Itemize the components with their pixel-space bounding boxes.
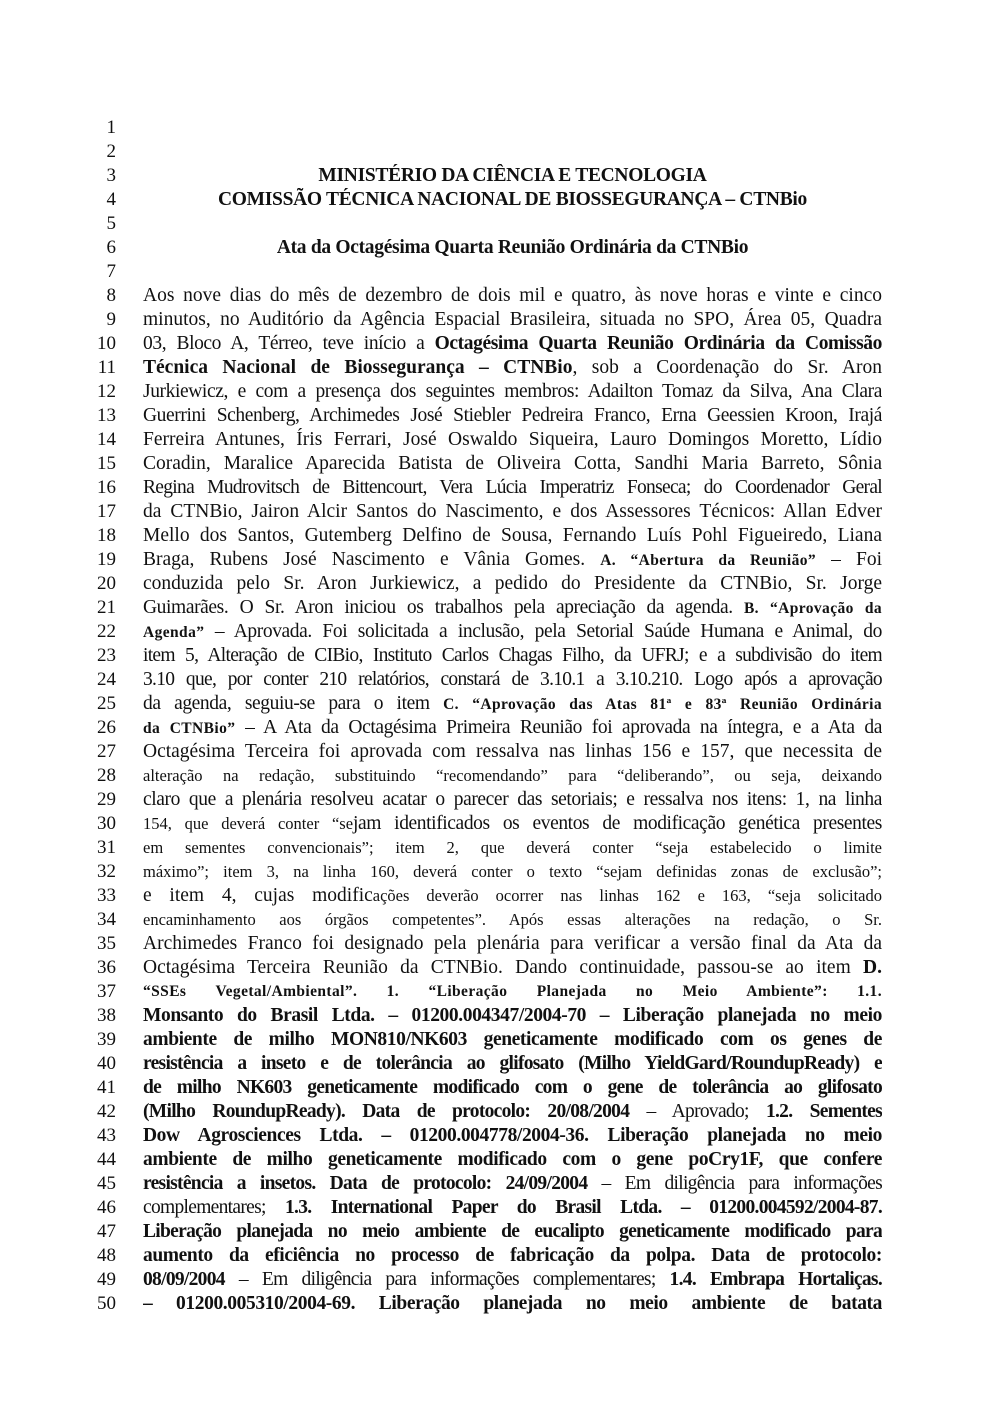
line-number: 12 bbox=[97, 381, 116, 402]
text-segment: ações deverão ocorrer nas linhas 162 e 163, “seja solicitado bbox=[372, 886, 882, 905]
line-number: 35 bbox=[97, 933, 116, 954]
text-line-40: resistência a inseto e de tolerância ao glifosato (Milho YieldGard/RoundupReady) e bbox=[143, 1053, 882, 1074]
text-segment: – Aprovada. Foi solicitada a inclusão, pela Setorial Saúde Humana e Animal, do bbox=[204, 621, 882, 642]
line-number: 40 bbox=[97, 1053, 116, 1074]
line-number: 6 bbox=[106, 237, 116, 258]
line-number: 36 bbox=[97, 957, 116, 978]
text-line-10 bbox=[143, 332, 882, 356]
line-number: 8 bbox=[106, 285, 116, 306]
line-number: 25 bbox=[97, 693, 116, 714]
text-segment: 03, Bloco A, Térreo, teve início a bbox=[143, 333, 435, 354]
line-number: 18 bbox=[97, 525, 116, 546]
text-segment: – Em diligência para informações bbox=[587, 1173, 882, 1194]
text-segment-bold: (Milho RoundupReady). Data de protocolo: 20/08/2004 bbox=[143, 1101, 630, 1122]
line-number: 23 bbox=[97, 645, 116, 666]
text-segment: – Em diligência para informações complementares; bbox=[224, 1269, 670, 1290]
line-number: 13 bbox=[97, 405, 116, 426]
line-number: 10 bbox=[97, 333, 116, 354]
ministry-heading: MINISTÉRIO DA CIÊNCIA E TECNOLOGIA bbox=[318, 165, 707, 186]
text-line-36 bbox=[143, 956, 882, 980]
text-line-18: Mello dos Santos, Gutemberg Delfino de Sousa, Fernando Luís Pohl Figueiredo, Liana bbox=[143, 525, 882, 546]
text-line-12: Jurkiewicz, e com a presença dos seguintes membros: Adailton Tomaz da Silva, Ana Clara bbox=[143, 381, 882, 402]
line-number: 21 bbox=[97, 597, 116, 618]
text-line-32: máximo”; item 3, na linha 160, deverá conter o texto “sejam definidas zonas de exclusão”; bbox=[143, 862, 882, 881]
line-number: 28 bbox=[97, 765, 116, 786]
line-number: 17 bbox=[97, 501, 116, 522]
line-number: 2 bbox=[106, 141, 116, 162]
text-line-46 bbox=[143, 1196, 882, 1220]
text-segment: Guimarães. O Sr. Aron iniciou os trabalhos pela apreciação da agenda. bbox=[143, 597, 744, 618]
text-line-19 bbox=[143, 548, 882, 572]
text-segment: – Aprovado; bbox=[629, 1101, 766, 1122]
line-number: 22 bbox=[97, 621, 116, 642]
line-number: 49 bbox=[97, 1269, 116, 1290]
text-line-14: Ferreira Antunes, Íris Ferrari, José Oswaldo Siqueira, Lauro Domingos Moretto, Lídio bbox=[143, 429, 882, 450]
text-line-8: Aos nove dias do mês de dezembro de dois mil e quatro, às nove horas e vinte e cinco bbox=[143, 285, 882, 306]
text-line-34: encaminhamento aos órgãos competentes”. Após essas alterações na redação, o Sr. bbox=[143, 910, 882, 929]
text-line-25 bbox=[143, 692, 882, 716]
text-line-17: da CTNBio, Jairon Alcir Santos do Nascimento, e dos Assessores Técnicos: Allan Edver bbox=[143, 501, 882, 522]
text-segment-bold: 1.3. International Paper do Brasil Ltda. – 01200.004592/2004-87. bbox=[285, 1197, 882, 1218]
text-line-39: ambiente de milho MON810/NK603 geneticamente modificado com os genes de bbox=[143, 1029, 882, 1050]
line-number: 7 bbox=[106, 261, 116, 282]
text-segment: , sob a Coordenação do Sr. Aron bbox=[572, 357, 882, 378]
text-line-26 bbox=[143, 716, 882, 740]
text-segment-bold: 1.4. Embrapa Hortaliças. bbox=[669, 1269, 882, 1290]
text-line-29: claro que a plenária resolveu acatar o parecer das setoriais; e ressalva nos itens: 1, na linha bbox=[143, 789, 882, 810]
text-line-43: Dow Agrosciences Ltda. – 01200.004778/2004-36. Liberação planejada no meio bbox=[143, 1125, 882, 1146]
line-number: 41 bbox=[97, 1077, 116, 1098]
line-number: 37 bbox=[97, 981, 116, 1002]
line-number: 24 bbox=[97, 669, 116, 690]
text-line-28: alteração na redação, substituindo “recomendando” para “deliberando”, ou seja, deixando bbox=[143, 766, 882, 785]
line-number: 16 bbox=[97, 477, 116, 498]
line-number: 31 bbox=[97, 837, 116, 858]
text-line-38: Monsanto do Brasil Ltda. – 01200.004347/2004-70 – Liberação planejada no meio bbox=[143, 1005, 882, 1026]
line-number: 44 bbox=[97, 1149, 116, 1170]
text-line-35: Archimedes Franco foi designado pela plenária para verificar a versão final da Ata da bbox=[143, 933, 882, 954]
line-number: 20 bbox=[97, 573, 116, 594]
text-line-44: ambiente de milho geneticamente modificado com o gene poCry1F, que confere bbox=[143, 1149, 882, 1170]
text-segment-bold: 08/09/2004 bbox=[143, 1269, 225, 1290]
section-c-heading-end: da CTNBio” bbox=[143, 720, 236, 737]
text-line-23: item 5, Alteração de CIBio, Instituto Carlos Chagas Filho, da UFRJ; e a subdivisão do item bbox=[143, 645, 882, 666]
line-number: 48 bbox=[97, 1245, 116, 1266]
text-segment: Braga, Rubens José Nascimento e Vânia Gomes. bbox=[143, 549, 601, 570]
line-number: 30 bbox=[97, 813, 116, 834]
line-number: 34 bbox=[97, 909, 116, 930]
text-line-50: – 01200.005310/2004-69. Liberação planejada no meio ambiente de batata bbox=[143, 1293, 882, 1314]
text-line-48: aumento da eficiência no processo de fabricação da polpa. Data de protocolo: bbox=[143, 1245, 882, 1266]
line-number: 19 bbox=[97, 549, 116, 570]
line-number: 27 bbox=[97, 741, 116, 762]
section-c-heading: C. “Aprovação das Atas 81ª e 83ª Reunião Ordinária bbox=[443, 696, 882, 713]
text-segment: jam identificados os eventos de modificação genética presentes bbox=[353, 813, 882, 834]
line-number: 46 bbox=[97, 1197, 116, 1218]
line-number: 9 bbox=[106, 309, 116, 330]
line-number: 45 bbox=[97, 1173, 116, 1194]
text-line-31: em sementes convencionais”; item 2, que deverá conter “seja estabelecido o limite bbox=[143, 838, 882, 857]
text-line-22 bbox=[143, 620, 882, 644]
line-number: 15 bbox=[97, 453, 116, 474]
section-d-label: D. bbox=[863, 957, 882, 978]
text-line-13: Guerrini Schenberg, Archimedes José Stiebler Pedreira Franco, Erna Geessien Kroon, Irajá bbox=[143, 405, 882, 426]
text-line-21 bbox=[143, 596, 882, 620]
line-number: 42 bbox=[97, 1101, 116, 1122]
line-number: 4 bbox=[106, 189, 116, 210]
text-line-49 bbox=[143, 1268, 882, 1292]
text-line-33 bbox=[143, 884, 882, 908]
text-segment: da agenda, seguiu-se para o item bbox=[143, 693, 444, 714]
text-segment-bold: resistência a insetos. Data de protocolo: 24/09/2004 bbox=[143, 1173, 588, 1194]
line-number: 14 bbox=[97, 429, 116, 450]
line-number: 33 bbox=[97, 885, 116, 906]
text-segment: Octagésima Terceira Reunião da CTNBio. Dando continuidade, passou-se ao item bbox=[143, 957, 864, 978]
line-number: 32 bbox=[97, 861, 116, 882]
text-line-41: de milho NK603 geneticamente modificado com o gene de tolerância ao glifosato bbox=[143, 1077, 882, 1098]
text-line-16: Regina Mudrovitsch de Bittencourt, Vera Lúcia Imperatriz Fonseca; do Coordenador Geral bbox=[143, 477, 882, 498]
meeting-name-bold: Octagésima Quarta Reunião Ordinária da Comissão bbox=[434, 333, 882, 354]
text-segment: 154, que deverá conter “se bbox=[143, 814, 354, 833]
text-segment: complementares; bbox=[143, 1197, 285, 1218]
text-line-47: Liberação planejada no meio ambiente de eucalipto geneticamente modificado para bbox=[143, 1221, 882, 1242]
section-a-heading: A. “Abertura da Reunião” bbox=[600, 552, 817, 569]
line-number: 29 bbox=[97, 789, 116, 810]
line-number: 26 bbox=[97, 717, 116, 738]
text-line-15: Coradin, Maralice Aparecida Batista de Oliveira Cotta, Sandhi Maria Barreto, Sônia bbox=[143, 453, 882, 474]
minutes-title: Ata da Octagésima Quarta Reunião Ordinária da CTNBio bbox=[276, 237, 749, 258]
line-number: 3 bbox=[106, 165, 116, 186]
text-line-42 bbox=[143, 1100, 882, 1124]
text-line-20: conduzida pelo Sr. Aron Jurkiewicz, a pedido do Presidente da CTNBio, Sr. Jorge bbox=[143, 573, 882, 594]
text-line-11 bbox=[143, 356, 882, 380]
section-b-heading-end: Agenda” bbox=[143, 624, 205, 641]
text-line-45 bbox=[143, 1172, 882, 1196]
text-line-27: Octagésima Terceira foi aprovada com ressalva nas linhas 156 e 157, que necessita de bbox=[143, 741, 882, 762]
text-line-24: 3.10 que, por conter 210 relatórios, constará de 3.10.1 a 3.10.210. Logo após a aprovação bbox=[143, 669, 882, 690]
line-number: 50 bbox=[97, 1293, 116, 1314]
line-number: 5 bbox=[106, 213, 116, 234]
commission-name-bold: Técnica Nacional de Biossegurança – CTNBio bbox=[143, 357, 573, 378]
line-number: 43 bbox=[97, 1125, 116, 1146]
text-segment-bold: 1.2. Sementes bbox=[765, 1101, 882, 1122]
line-number: 47 bbox=[97, 1221, 116, 1242]
text-line-30 bbox=[143, 812, 882, 836]
line-number: 38 bbox=[97, 1005, 116, 1026]
line-number: 11 bbox=[97, 357, 116, 378]
text-line-9: minutos, no Auditório da Agência Espacial Brasileira, situada no SPO, Área 05, Quadra bbox=[143, 309, 882, 330]
line-number: 39 bbox=[97, 1029, 116, 1050]
text-segment: – Foi bbox=[816, 549, 882, 570]
text-segment: e item 4, cujas modific bbox=[143, 885, 373, 906]
text-line-37: “SSEs Vegetal/Ambiental”. 1. “Liberação Planejada no Meio Ambiente”: 1.1. bbox=[143, 983, 882, 1000]
text-segment: – A Ata da Octagésima Primeira Reunião foi aprovada na íntegra, e a Ata da bbox=[235, 717, 882, 738]
commission-heading: COMISSÃO TÉCNICA NACIONAL DE BIOSSEGURANÇA – CTNBio bbox=[218, 189, 807, 210]
line-number: 1 bbox=[106, 117, 116, 138]
section-b-heading: B. “Aprovação da bbox=[743, 600, 882, 617]
